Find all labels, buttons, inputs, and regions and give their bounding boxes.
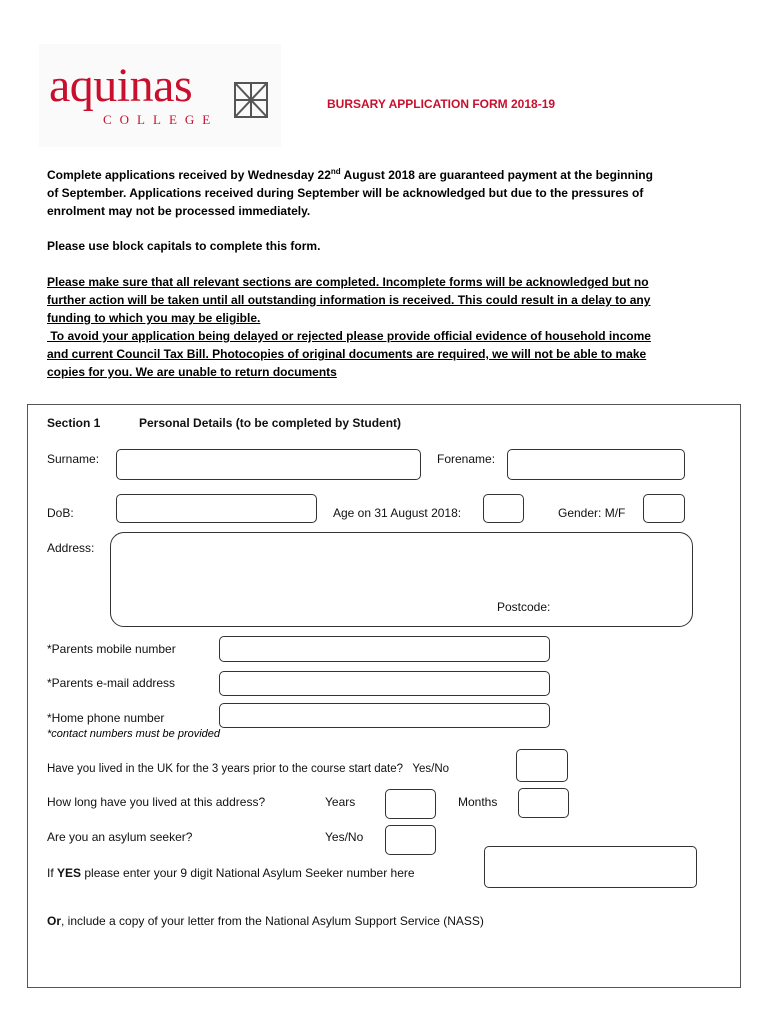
if-yes-bold: YES	[57, 866, 82, 880]
warning-line6: copies for you. We are unable to return documents	[47, 365, 337, 379]
logo-wordmark: aquinas	[49, 59, 193, 112]
logo-subtitle: COLLEGE	[103, 112, 219, 127]
intro-line1b: August 2018 are guaranteed payment at the beginning	[340, 168, 653, 182]
address-field[interactable]	[110, 532, 693, 627]
parents-email-field[interactable]	[219, 671, 550, 696]
warning-line3: funding to which you may be eligible.	[47, 311, 261, 325]
gender-label: Gender: M/F	[558, 506, 626, 520]
intro-line1a: Complete applications received by Wednesday 22	[47, 168, 331, 182]
or-rest: , include a copy of your letter from the National Asylum Support Service (NASS)	[61, 914, 484, 928]
forename-label: Forename:	[437, 452, 496, 466]
asylum-number-field[interactable]	[484, 846, 697, 888]
address-label: Address:	[47, 541, 95, 555]
uk-residency-question: Have you lived in the UK for the 3 years prior to the course start date? Yes/No	[47, 763, 450, 775]
asylum-label: Are you an asylum seeker?	[47, 830, 193, 844]
intro-line3: enrolment may not be processed immediately.	[47, 204, 311, 218]
parents-mobile-field[interactable]	[219, 636, 550, 662]
warning-line1: Please make sure that all relevant sections are completed. Incomplete forms will be acknowledged but no	[47, 275, 649, 289]
gender-field[interactable]	[643, 494, 685, 523]
months-label: Months	[458, 795, 498, 809]
section1-heading: Personal Details (to be completed by Student)	[139, 416, 402, 430]
if-yes-post: please enter your 9 digit National Asylum Seeker number here	[81, 866, 415, 880]
forename-field[interactable]	[507, 449, 685, 480]
parents-email-label: *Parents e-mail address	[47, 676, 176, 690]
dob-field[interactable]	[116, 494, 317, 523]
how-long-label: How long have you lived at this address?	[47, 795, 266, 809]
uk-residency-field[interactable]	[516, 749, 568, 782]
nass-note	[47, 914, 484, 928]
section1-box	[27, 404, 741, 988]
warning-line4: To avoid your application being delayed or rejected please provide official evidence of household income	[47, 329, 651, 343]
block-capitals-note: Please use block capitals to complete this form.	[47, 239, 321, 253]
years-label: Years	[325, 795, 356, 809]
contact-note: *contact numbers must be provided	[47, 728, 221, 740]
dob-label: DoB:	[47, 506, 74, 520]
if-yes-pre: If	[47, 866, 58, 880]
intro-paragraph	[47, 166, 737, 220]
asylum-field[interactable]	[385, 825, 436, 855]
intro-sup: nd	[330, 167, 341, 176]
warning-line2: further action will be taken until all outstanding information is received. This could result in a delay to any	[47, 293, 651, 307]
surname-label: Surname:	[47, 452, 100, 466]
asylum-number-label	[47, 866, 415, 880]
postcode-label: Postcode:	[497, 600, 551, 614]
intro-line2: of September. Applications received during September will be acknowledged but due to the pressures of	[47, 186, 644, 200]
age-field[interactable]	[483, 494, 524, 523]
years-field[interactable]	[385, 789, 436, 819]
warning-paragraph	[47, 273, 737, 381]
home-phone-label: *Home phone number	[47, 711, 165, 725]
surname-field[interactable]	[116, 449, 421, 480]
asylum-yesno: Yes/No	[325, 830, 364, 844]
months-field[interactable]	[518, 788, 569, 818]
or-bold: Or	[47, 914, 62, 928]
warning-line5: and current Council Tax Bill. Photocopies of original documents are required, we will not be able to make	[47, 347, 647, 361]
form-title: BURSARY APPLICATION FORM 2018-19	[327, 97, 556, 111]
section1-number: Section 1	[47, 416, 101, 430]
logo-cross-icon	[232, 78, 270, 122]
age-label: Age on 31 August 2018:	[333, 506, 462, 520]
parents-mobile-label: *Parents mobile number	[47, 642, 176, 656]
home-phone-field[interactable]	[219, 703, 550, 728]
